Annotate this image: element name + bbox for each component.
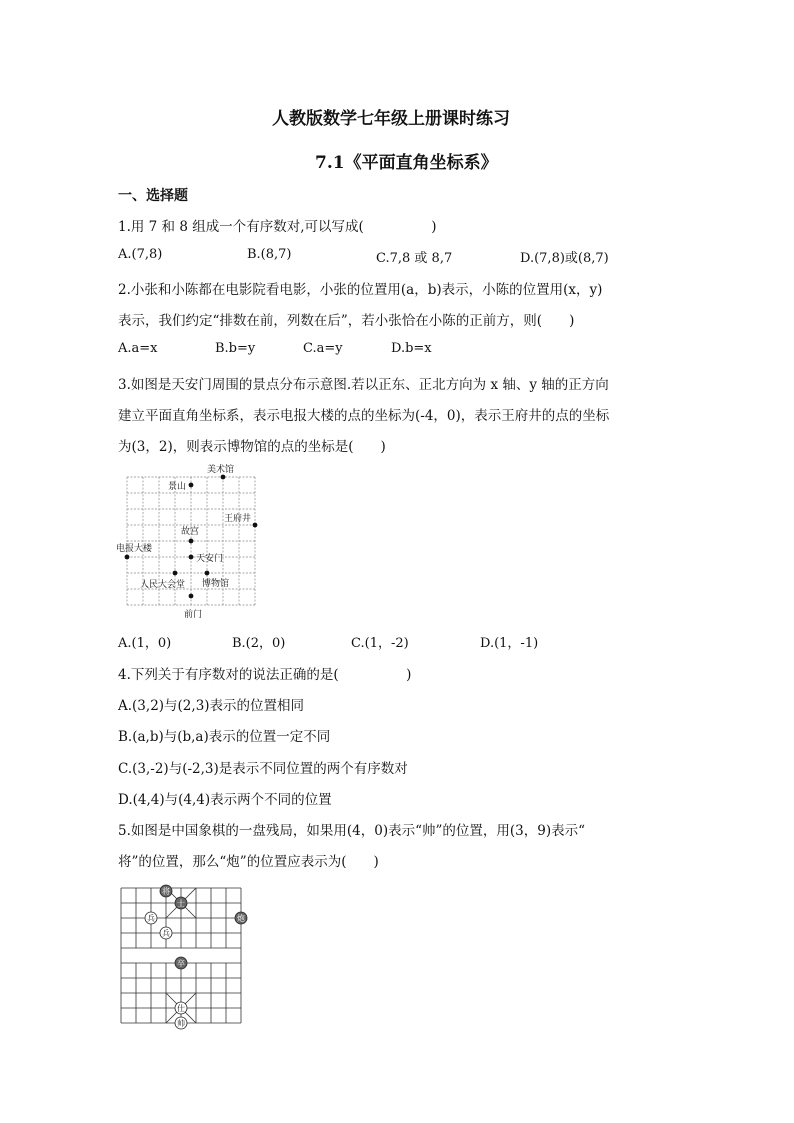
- bing-piece-2-label: 兵: [162, 929, 170, 938]
- qianmen-label: 前门: [184, 610, 203, 620]
- pao-piece-label: 炮: [237, 914, 245, 923]
- question-3-line-2: 建立平面直角坐标系，表示电报大楼的点的坐标为(-4，0)，表示王府井的点的坐标: [118, 408, 610, 424]
- tiananmen-map-figure: [116, 460, 266, 622]
- q3-option-d: D.(1，-1): [480, 636, 539, 651]
- q4-option-c: C.(3,-2)与(-2,3)是表示不同位置的两个有序数对: [118, 761, 408, 777]
- question-1-stem: 1.用 7 和 8 组成一个有序数对,可以写成( ): [118, 219, 437, 235]
- gugong-label: 故宫: [181, 527, 200, 537]
- q4-option-a: A.(3,2)与(2,3)表示的位置相同: [118, 698, 305, 714]
- page-title: 人教版数学七年级上册课时练习: [272, 109, 510, 129]
- zu-piece: [175, 957, 187, 969]
- question-2-line-1: 2.小张和小陈都在电影院看电影，小张的位置用(a，b)表示，小陈的位置用(x，y): [118, 282, 603, 298]
- bowuguan-point: [205, 571, 210, 576]
- shi-top-piece-label: 士: [177, 899, 185, 908]
- zu-piece-label: 卒: [177, 959, 185, 968]
- q2-option-a: A.a=x: [118, 341, 158, 356]
- wangfujing-label: 王府井: [224, 514, 252, 524]
- jingshan-label: 景山: [168, 482, 187, 492]
- qianmen-point: [189, 594, 194, 599]
- dianbao-point: [125, 555, 130, 560]
- q1-option-a: A.(7,8): [118, 247, 163, 262]
- question-2-line-2: 表示，我们约定“排数在前，列数在后”，若小张恰在小陈的正前方，则( ): [118, 313, 575, 329]
- q4-option-b: B.(a,b)与(b,a)表示的位置一定不同: [118, 729, 331, 745]
- meishuguan-label: 美术馆: [207, 465, 235, 475]
- shuai-piece-label: 帅: [177, 1019, 185, 1028]
- q3-option-a: A.(1，0): [118, 636, 172, 651]
- bowuguan-label: 博物馆: [202, 579, 230, 589]
- jiang-piece: [160, 885, 172, 897]
- tiananmen-label: 天安门: [196, 554, 224, 564]
- q1-option-b: B.(8,7): [247, 247, 292, 262]
- renmin-label: 人民大会堂: [140, 580, 186, 590]
- xiangqi-board-figure: [116, 883, 252, 1033]
- q2-option-d: D.b=x: [391, 341, 432, 356]
- wangfujing-point: [253, 523, 258, 528]
- dianbao-label: 电报大楼: [116, 544, 153, 554]
- renmin-point: [173, 571, 178, 576]
- meishuguan-point: [221, 475, 226, 480]
- bing-piece-1-label: 兵: [147, 914, 155, 923]
- question-5-line-1: 5.如图是中国象棋的一盘残局，如果用(4，0)表示“帅”的位置，用(3，9)表示“: [118, 823, 586, 839]
- jingshan-point: [189, 483, 194, 488]
- tiananmen-point: [189, 555, 194, 560]
- question-3-line-1: 3.如图是天安门周围的景点分布示意图.若以正东、正北方向为 x 轴、y 轴的正方向: [118, 377, 609, 393]
- bing-piece-2: [160, 927, 172, 939]
- page-subtitle: 7.1《平面直角坐标系》: [315, 153, 498, 173]
- section-heading: 一、选择题: [118, 188, 188, 204]
- gugong-point: [189, 539, 194, 544]
- q3-option-b: B.(2，0): [232, 636, 286, 651]
- q2-option-b: B.b=y: [215, 341, 256, 356]
- question-5-line-2: 将”的位置，那么“炮”的位置应表示为( ): [118, 854, 379, 870]
- q2-option-c: C.a=y: [303, 341, 343, 356]
- question-4-stem: 4.下列关于有序数对的说法正确的是( ): [118, 667, 412, 683]
- question-3-line-3: 为(3，2)，则表示博物馆的点的坐标是( ): [118, 439, 386, 455]
- jiang-piece-label: 将: [162, 887, 170, 896]
- shi-bottom-piece-label: 仕: [177, 1004, 185, 1013]
- pao-piece: [235, 912, 247, 924]
- q3-option-c: C.(1，-2): [351, 636, 409, 651]
- bing-piece-1: [145, 912, 157, 924]
- shuai-piece: [175, 1017, 187, 1029]
- q1-option-d: D.(7,8)或(8,7): [520, 251, 609, 266]
- q4-option-d: D.(4,4)与(4,4)表示两个不同的位置: [118, 792, 332, 808]
- shi-bottom-piece: [175, 1002, 187, 1014]
- q1-option-c: C.7,8 或 8,7: [376, 251, 453, 266]
- shi-top-piece: [175, 897, 187, 909]
